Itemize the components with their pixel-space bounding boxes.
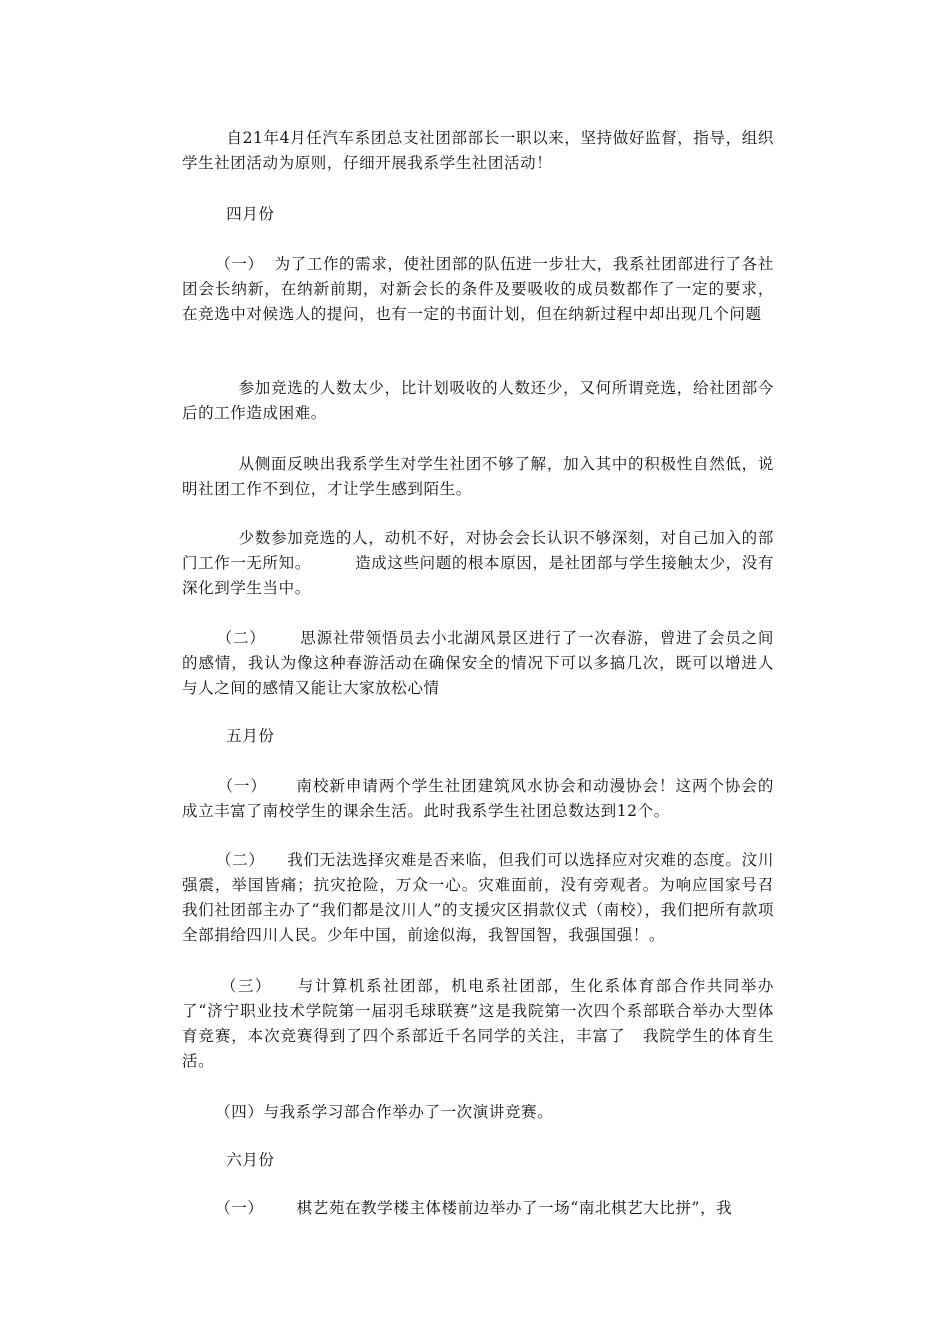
intro-paragraph: 自21年4月任汽车系团总支社团部部长一职以来，坚持做好监督，指导，组织学生社团活动为原则，仔细开展我系学生社团活动！ [182, 129, 774, 172]
may-item-4-paragraph: （四）与我系学习部合作举办了一次演讲竞赛。 [182, 1103, 554, 1121]
april-problem-2-paragraph: 从侧面反映出我系学生对学生社团不够了解，加入其中的积极性自然低，说明社团工作不到位，才让学生感到陌生。 [182, 455, 774, 498]
april-problem-1-paragraph: 参加竞选的人数太少，比计划吸收的人数还少，又何所谓竞选，给社团部今后的工作造成困难。 [182, 379, 774, 422]
section-heading-may: 五月份 [182, 727, 275, 745]
may-item-2-paragraph: （二） 我们无法选择灾难是否来临，但我们可以选择应对灾难的态度。汶川强震，举国皆痛；抗灾抢险，万众一心。灾难面前，没有旁观者。为响应国家号召我们社团部主办了“我们都是汶川人”的支援灾区捐款仪式（南校），我们把所有款项全部捐给四川人民。少年中国，前途似海，我智国智，我强国强！。 [182, 851, 774, 944]
june-item-1-paragraph: （一） 棋艺苑在教学楼主体楼前边举办了一场“南北棋艺大比拼”，我 [182, 1199, 733, 1217]
may-item-3-paragraph: （三） 与计算机系社团部，机电系社团部，生化系体育部合作共同举办了“济宁职业技术学院第一届羽毛球联赛”这是我院第一次四个系部联合举办大型体育竞赛，本次竞赛得到了四个系部近千名同学的关注，丰富了 我院学生的体育生活。 [182, 977, 774, 1070]
may-item-1-paragraph: （一） 南校新申请两个学生社团建筑风水协会和动漫协会！这两个协会的成立丰富了南校学生的课余生活。此时我系学生社团总数达到12个。 [182, 777, 774, 820]
april-item-1-paragraph: （一） 为了工作的需求，使社团部的队伍进一步壮大，我系社团部进行了各社团会长纳新，在纳新前期，对新会长的条件及要吸收的成员数都作了一定的要求，在竞选中对候选人的提问，也有一定的书面计划，但在纳新过程中却出现几个问题 [182, 255, 774, 323]
april-problem-3-paragraph: 少数参加竞选的人，动机不好，对协会会长认识不够深刻，对自己加入的部门工作一无所知。 造成这些问题的根本原因，是社团部与学生接触太少，没有深化到学生当中。 [182, 529, 774, 597]
april-item-2-paragraph: （二） 思源社带领悟员去小北湖风景区进行了一次春游，曾进了会员之间的感情，我认为像这种春游活动在确保安全的情况下可以多搞几次，既可以增进人与人之间的感情又能让大家放松心情 [182, 629, 774, 697]
section-heading-june: 六月份 [182, 1151, 275, 1169]
section-heading-april: 四月份 [182, 205, 275, 223]
